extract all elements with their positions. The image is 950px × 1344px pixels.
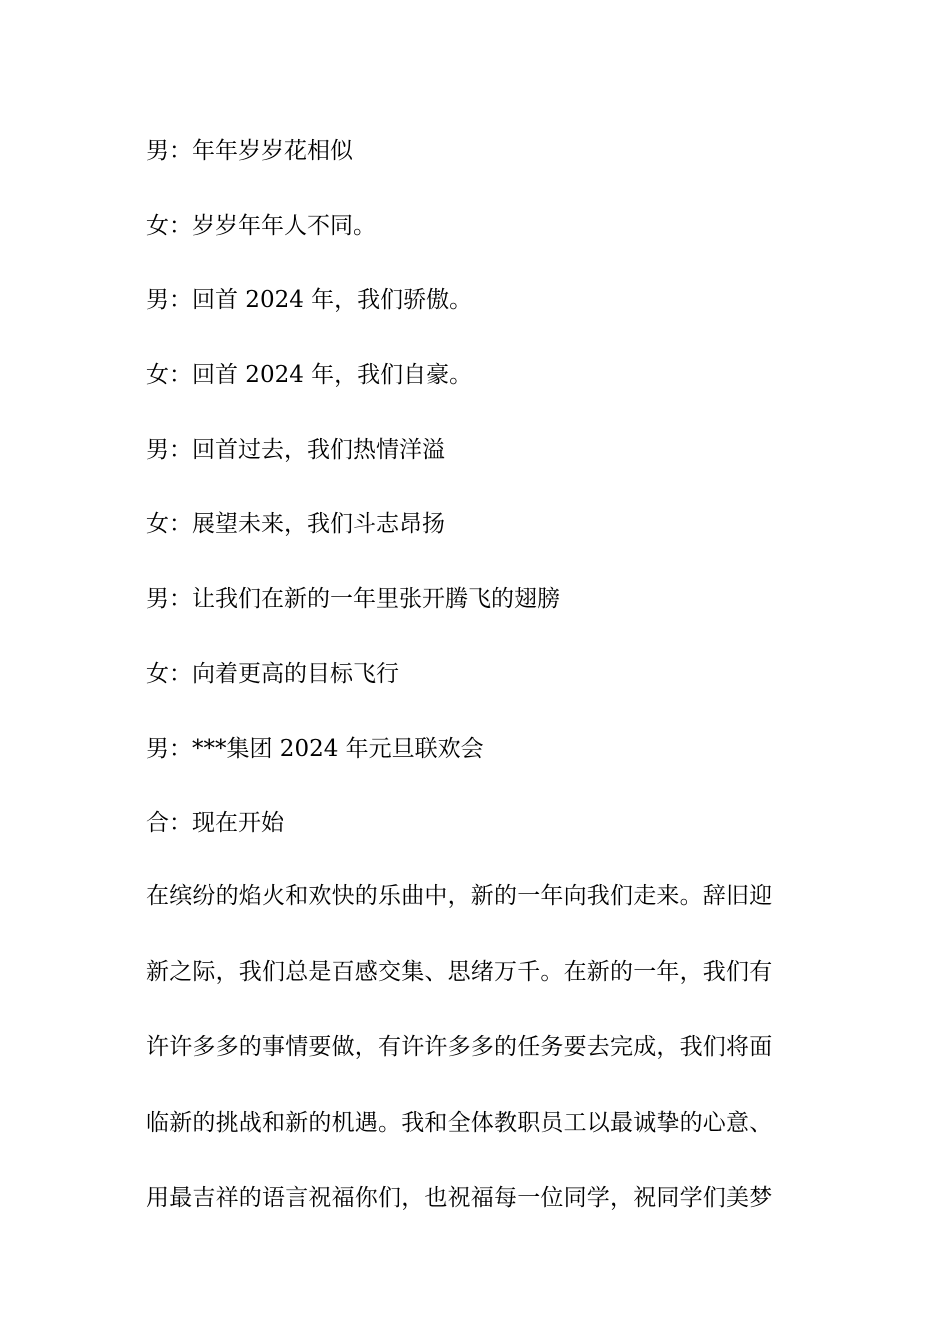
dialogue-line: 女：岁岁年年人不同。 bbox=[146, 212, 376, 239]
dialogue-line: 女：回首 2024 年，我们自豪。 bbox=[146, 362, 473, 389]
paragraph-line: 在缤纷的焰火和欢快的乐曲中，新的一年向我们走来。辞旧迎 bbox=[146, 883, 773, 909]
dialogue-line: 男：回首过去，我们热情洋溢 bbox=[146, 436, 445, 463]
dialogue-line: 男：回首 2024 年，我们骄傲。 bbox=[146, 287, 473, 314]
paragraph-line: 许许多多的事情要做，有许许多多的任务要去完成，我们将面 bbox=[146, 1034, 773, 1060]
dialogue-line: 男：让我们在新的一年里张开腾飞的翅膀 bbox=[146, 586, 560, 613]
dialogue-list bbox=[146, 132, 816, 879]
speech-paragraph bbox=[146, 877, 816, 1255]
dialogue-line: 合：现在开始 bbox=[146, 810, 284, 837]
dialogue-line: 男：年年岁岁花相似 bbox=[146, 138, 353, 164]
dialogue-line: 男：***集团 2024 年元旦联欢会 bbox=[146, 735, 484, 762]
paragraph-line: 用最吉祥的语言祝福你们，也祝福每一位同学，祝同学们美梦 bbox=[146, 1185, 773, 1211]
paragraph-line: 新之际，我们总是百感交集、思绪万千。在新的一年，我们有 bbox=[146, 958, 773, 985]
dialogue-line: 女：展望未来，我们斗志昂扬 bbox=[146, 511, 445, 538]
dialogue-line: 女：向着更高的目标飞行 bbox=[146, 660, 399, 687]
paragraph-line: 临新的挑战和新的机遇。我和全体教职员工以最诚挚的心意、 bbox=[146, 1109, 773, 1136]
